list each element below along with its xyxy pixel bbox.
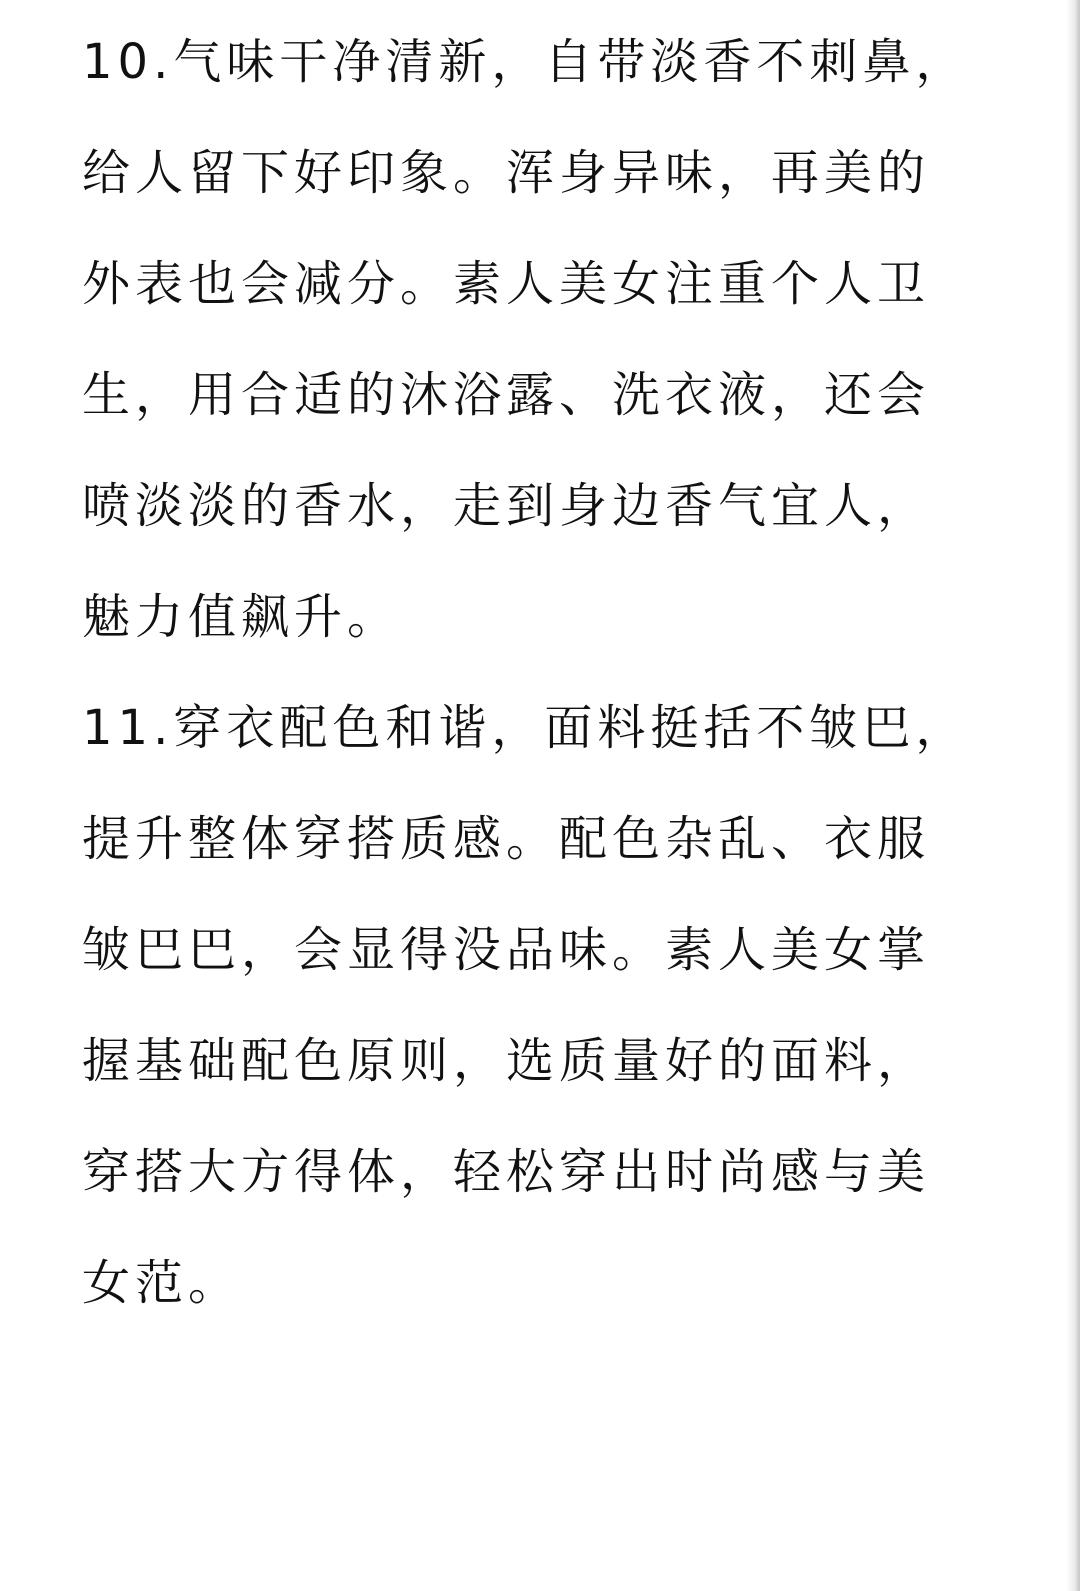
text-line: 皱巴巴，会显得没品味。素人美女掌 (82, 922, 931, 978)
text-line: 外表也会减分。素人美女注重个人卫 (82, 256, 931, 312)
text-line: 生，用合适的沐浴露、洗衣液，还会 (82, 367, 931, 423)
text-line: 给人留下好印象。浑身异味，再美的 (82, 145, 931, 201)
text-line: 握基础配色原则，选质量好的面料， (82, 1033, 931, 1089)
text-line: 提升整体穿搭质感。配色杂乱、衣服 (82, 811, 931, 867)
page-edge-shadow (1066, 0, 1080, 1591)
text-line: 女范。 (82, 1255, 242, 1311)
text-line: 魅力值飙升。 (82, 589, 401, 645)
text-line: 喷淡淡的香水，走到身边香气宜人， (82, 478, 931, 534)
text-line: 10.气味干净清新，自带淡香不刺鼻， (82, 34, 969, 90)
text-line: 11.穿衣配色和谐，面料挺括不皱巴， (82, 700, 969, 756)
text-line: 穿搭大方得体，轻松穿出时尚感与美 (82, 1144, 931, 1200)
